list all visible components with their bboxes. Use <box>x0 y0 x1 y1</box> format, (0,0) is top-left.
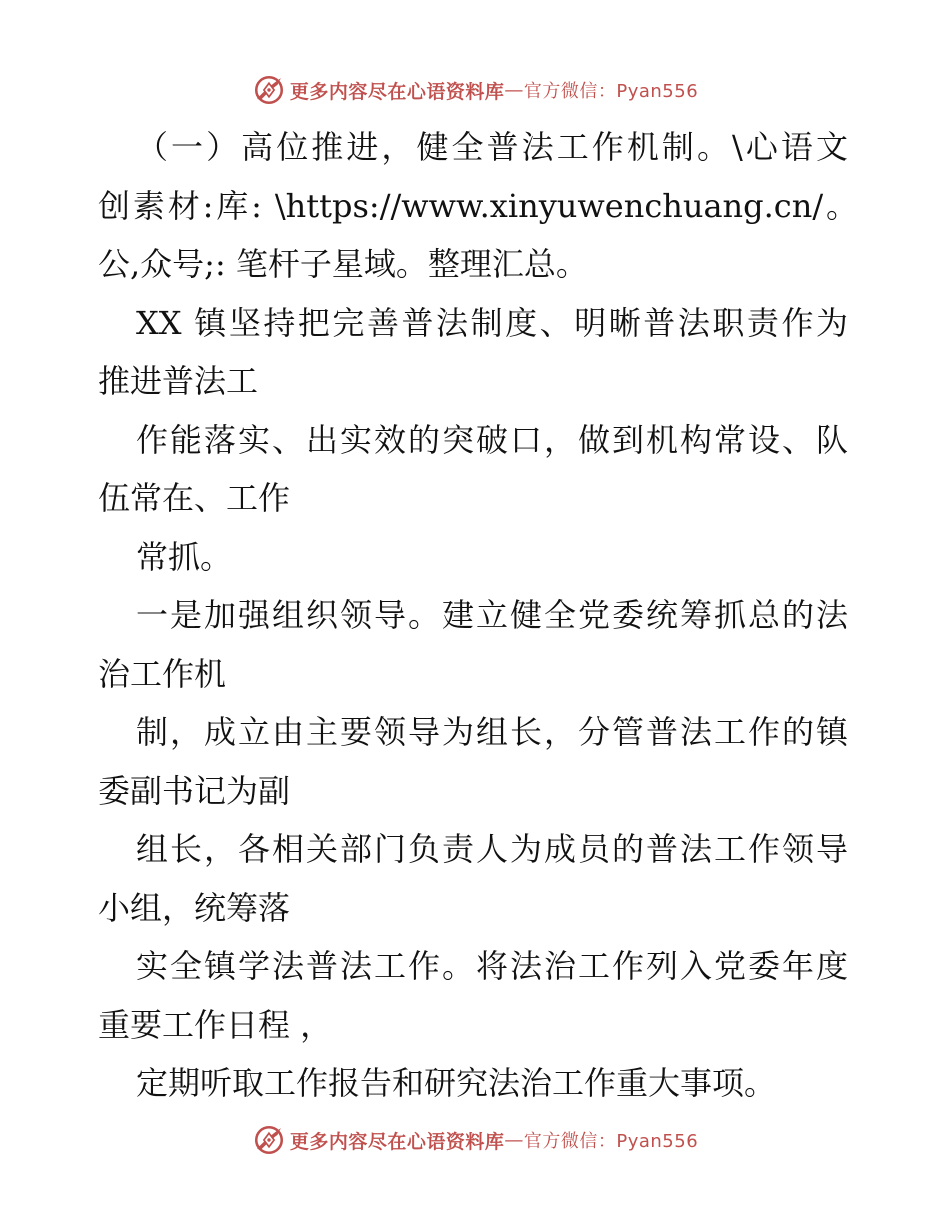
text-line: 委副书记为副 <box>98 771 291 810</box>
text-line: 重要工作日程 ， <box>98 1005 333 1044</box>
text-line: 作能落实、出实效的突破口，做到机构常设、队 <box>136 420 848 459</box>
watermark-separator: — <box>504 1129 524 1151</box>
watermark-separator: — <box>504 79 524 101</box>
pen-nib-logo-icon <box>252 73 286 107</box>
text-line: （一）高位推进，健全普法工作机制。\心语文 <box>136 128 848 166</box>
text-line: 伍常在、工作 <box>98 479 291 517</box>
document-body <box>98 118 858 1113</box>
text-line: 公,众号;: 笔杆子星域。整理汇总。 <box>98 245 588 283</box>
text-line: 实全镇学法普法工作。将法治工作列入党委年度 <box>136 947 848 985</box>
text-line: XX 镇坚持把完善普法制度、明晰普法职责作为 <box>136 303 848 342</box>
text-line: 制，成立由主要领导为组长，分管普法工作的镇 <box>136 713 848 751</box>
text-line: 创素材:库: \https://www.xinyuwenchuang.cn/。 <box>98 186 858 225</box>
text-line: 推进普法工 <box>98 362 259 400</box>
text-line: 小组，统筹落 <box>98 888 291 927</box>
text-line: 常抓。 <box>136 537 233 576</box>
watermark-wechat-text: 官方微信：Pyan556 <box>523 81 699 102</box>
watermark-footer <box>0 1120 950 1160</box>
pen-nib-logo-icon <box>252 1123 286 1157</box>
text-line: 一是加强组织领导。建立健全党委统筹抓总的法 <box>136 596 848 634</box>
text-line: 组长，各相关部门负责人为成员的普法工作领导 <box>136 830 848 868</box>
watermark-main-text: 更多内容尽在心语资料库 <box>289 1130 505 1153</box>
watermark-header <box>0 70 950 110</box>
watermark-main-text: 更多内容尽在心语资料库 <box>289 80 505 103</box>
text-line: 治工作机 <box>98 654 227 693</box>
watermark-wechat-text: 官方微信：Pyan556 <box>523 1131 699 1152</box>
text-line: 定期听取工作报告和研究法治工作重大事项。 <box>136 1064 777 1102</box>
